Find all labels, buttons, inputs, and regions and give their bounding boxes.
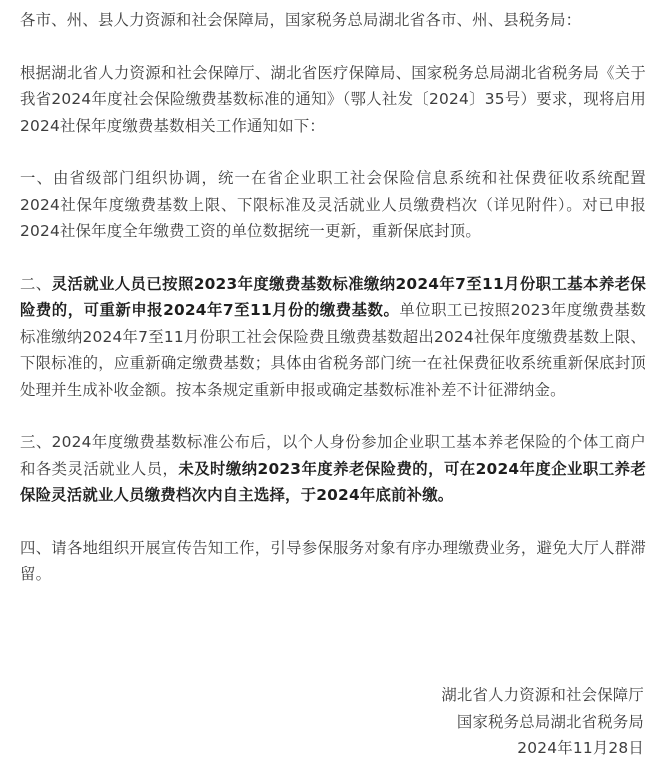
item-2-text: 单位职工已按照2023年度缴费基数标准缴纳2024年7至11月份职工社会保险费且缴费基数超出2024社保年度缴费基数上限、下限标准的，应重新确定缴费基数；具体由省税务部门统一在社保费征收系统重新保底封顶处理并生成补收金额。按本条规定重新申报或确定基数标准补差不计征滞纳金。 [20,301,646,399]
signature-org-1: 湖北省人力资源和社会保障厅 [441,686,644,704]
item-2-bold-text: 灵活就业人员已按照2023年度缴费基数标准缴纳2024年7至11月份职工基本养老保险费的，可重新申报2024年7至11月份的缴费基数。 [20,274,646,319]
item-2-paragraph [20,271,646,404]
item-3-text: 三、2024年度缴费基数标准公布后，以个人身份参加企业职工基本养老保险的个体工商户和各类灵活就业人员， [20,433,646,478]
item-1-paragraph: 一、由省级部门组织协调，统一在省企业职工社会保险信息系统和社保费征收系统配置2024社保年度缴费基数上限、下限标准及灵活就业人员缴费档次（详见附件）。对已申报2024社保年度全年缴费工资的单位数据统一更新，重新保底封顶。 [20,169,646,240]
signature-org-2: 国家税务总局湖北省税务局 [456,712,644,731]
item-3-bold-text: 未及时缴纳2023年度养老保险费的，可在2024年度企业职工养老保险灵活就业人员缴费档次内自主选择，于2024年底前补缴。 [20,459,646,504]
item-2-prefix: 二、 [20,274,52,293]
item-3-paragraph [20,429,646,509]
salutation: 各市、州、县人力资源和社会保障局，国家税务总局湖北省各市、州、县税务局： [20,11,582,29]
item-4-paragraph: 四、请各地组织开展宣传告知工作，引导参保服务对象有序办理缴费业务，避免大厅人群滞留。 [20,538,646,583]
signature-date: 2024年11月28日 [517,739,644,757]
intro-paragraph: 根据湖北省人力资源和社会保障厅、湖北省医疗保障局、国家税务总局湖北省税务局《关于我省2024年度社会保险缴费基数标准的通知》（鄂人社发〔2024〕35号）要求，现将启用2024社保年度缴费基数相关工作通知如下： [20,63,646,135]
signature-block [441,682,644,762]
